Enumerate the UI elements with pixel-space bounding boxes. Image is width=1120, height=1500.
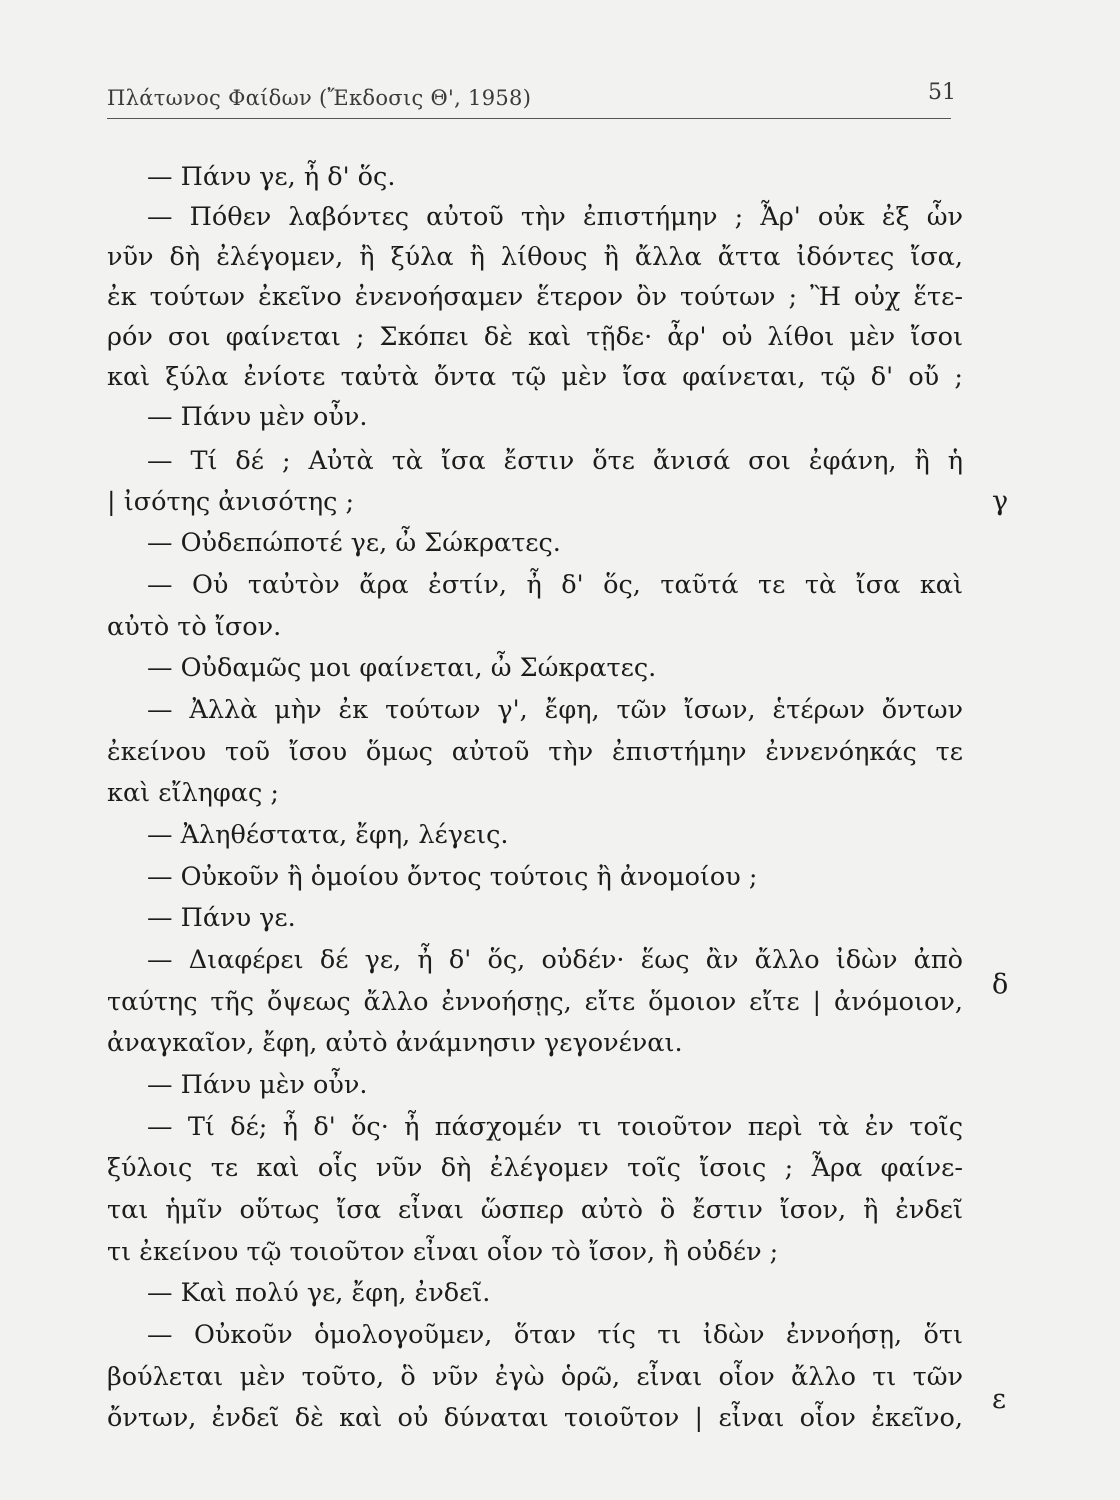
text-line-15: ἐκείνου τοῦ ἴσου ὅμως αὐτοῦ τὴν ἐπιστήμην ἐννενόηκάς τε [107, 737, 963, 767]
text-line-31: ὄντων, ἐνδεῖ δὲ καὶ οὐ δύναται τοιοῦτον | εἶναι οἷον ἐκεῖνο, [107, 1403, 963, 1433]
page-number: 51 [928, 80, 956, 105]
text-line-12: αὐτὸ τὸ ἴσον. [107, 612, 282, 642]
text-line-6: καὶ ξύλα ἐνίοτε ταὐτὰ ὄντα τῷ μὲν ἴσα φαίνεται, τῷ δ' οὔ ; [107, 362, 963, 392]
text-line-25: ξύλοις τε καὶ οἷς νῦν δὴ ἐλέγομεν τοῖς ἴσοις ; Ἆρα φαίνε- [107, 1153, 963, 1183]
text-line-26: ται ἡμῖν οὕτως ἴσα εἶναι ὥσπερ αὐτὸ ὃ ἔστιν ἴσον, ἢ ἐνδεῖ [107, 1195, 963, 1225]
text-line-16: καὶ εἴληφας ; [107, 778, 279, 808]
text-line-19: — Πάνυ γε. [147, 903, 296, 933]
text-line-8: — Τί δέ ; Αὐτὰ τὰ ἴσα ἔστιν ὅτε ἄνισά σοι ἐφάνη, ἢ ἡ [147, 446, 963, 476]
text-line-9: | ἰσότης ἀνισότης ; [107, 487, 355, 517]
margin-note-epsilon: ε [992, 1384, 1006, 1415]
margin-note-delta: δ [992, 969, 1009, 1000]
text-line-10: — Οὐδεπώποτέ γε, ὦ Σώκρατες. [147, 528, 561, 558]
text-line-24: — Τί δέ; ἦ δ' ὅς· ἦ πάσχομέν τι τοιοῦτον περὶ τὰ ἐν τοῖς [147, 1112, 963, 1142]
text-line-1: — Πάνυ γε, ἦ δ' ὅς. [147, 162, 396, 192]
text-line-27: τι ἐκείνου τῷ τοιοῦτον εἶναι οἷον τὸ ἴσον, ἢ οὐδέν ; [107, 1237, 779, 1267]
text-line-3: νῦν δὴ ἐλέγομεν, ἢ ξύλα ἢ λίθους ἢ ἄλλα ἄττα ἰδόντες ἴσα, [107, 242, 963, 272]
text-line-23: — Πάνυ μὲν οὖν. [147, 1070, 368, 1100]
text-line-22: ἀναγκαῖον, ἔφη, αὐτὸ ἀνάμνησιν γεγονέναι. [107, 1028, 683, 1058]
text-line-14: — Ἀλλὰ μὴν ἐκ τούτων γ', ἔφη, τῶν ἴσων, ἑτέρων ὄντων [147, 695, 963, 725]
text-line-5: ρόν σοι φαίνεται ; Σκόπει δὲ καὶ τῇδε· ἆρ' οὐ λίθοι μὲν ἴσοι [107, 322, 963, 352]
text-line-17: — Ἀληθέστατα, ἔφη, λέγεις. [147, 820, 509, 850]
margin-note-gamma: γ [992, 486, 1009, 517]
text-line-18: — Οὐκοῦν ἢ ὁμοίου ὄντος τούτοις ἢ ἀνομοίου ; [147, 862, 758, 892]
text-line-20: — Διαφέρει δέ γε, ἦ δ' ὅς, οὐδέν· ἕως ἂν ἄλλο ἰδὼν ἀπὸ [147, 945, 963, 975]
text-line-2: — Πόθεν λαβόντες αὐτοῦ τὴν ἐπιστήμην ; Ἆρ' οὐκ ἐξ ὧν [147, 202, 963, 232]
text-line-7: — Πάνυ μὲν οὖν. [147, 402, 368, 432]
text-line-4: ἐκ τούτων ἐκεῖνο ἐνενοήσαμεν ἕτερον ὂν τούτων ; Ἢ οὐχ ἕτε- [107, 282, 963, 312]
text-line-13: — Οὐδαμῶς μοι φαίνεται, ὦ Σώκρατες. [147, 653, 657, 683]
running-header-title: Πλάτωνος Φαίδων (Ἔκδοσις Θ', 1958) [107, 86, 532, 110]
text-line-21: ταύτης τῆς ὄψεως ἄλλο ἐννοήσῃς, εἴτε ὅμοιον εἴτε | ἀνόμοιον, [107, 987, 963, 1017]
text-line-11: — Οὐ ταὐτὸν ἄρα ἐστίν, ἦ δ' ὅς, ταῦτά τε τὰ ἴσα καὶ [147, 570, 963, 600]
text-line-30: βούλεται μὲν τοῦτο, ὃ νῦν ἐγὼ ὁρῶ, εἶναι οἷον ἄλλο τι τῶν [107, 1362, 963, 1392]
text-line-28: — Καὶ πολύ γε, ἔφη, ἐνδεῖ. [147, 1278, 491, 1308]
text-line-29: — Οὐκοῦν ὁμολογοῦμεν, ὅταν τίς τι ἰδὼν ἐννοήσῃ, ὅτι [147, 1320, 963, 1350]
header-rule [107, 118, 951, 119]
